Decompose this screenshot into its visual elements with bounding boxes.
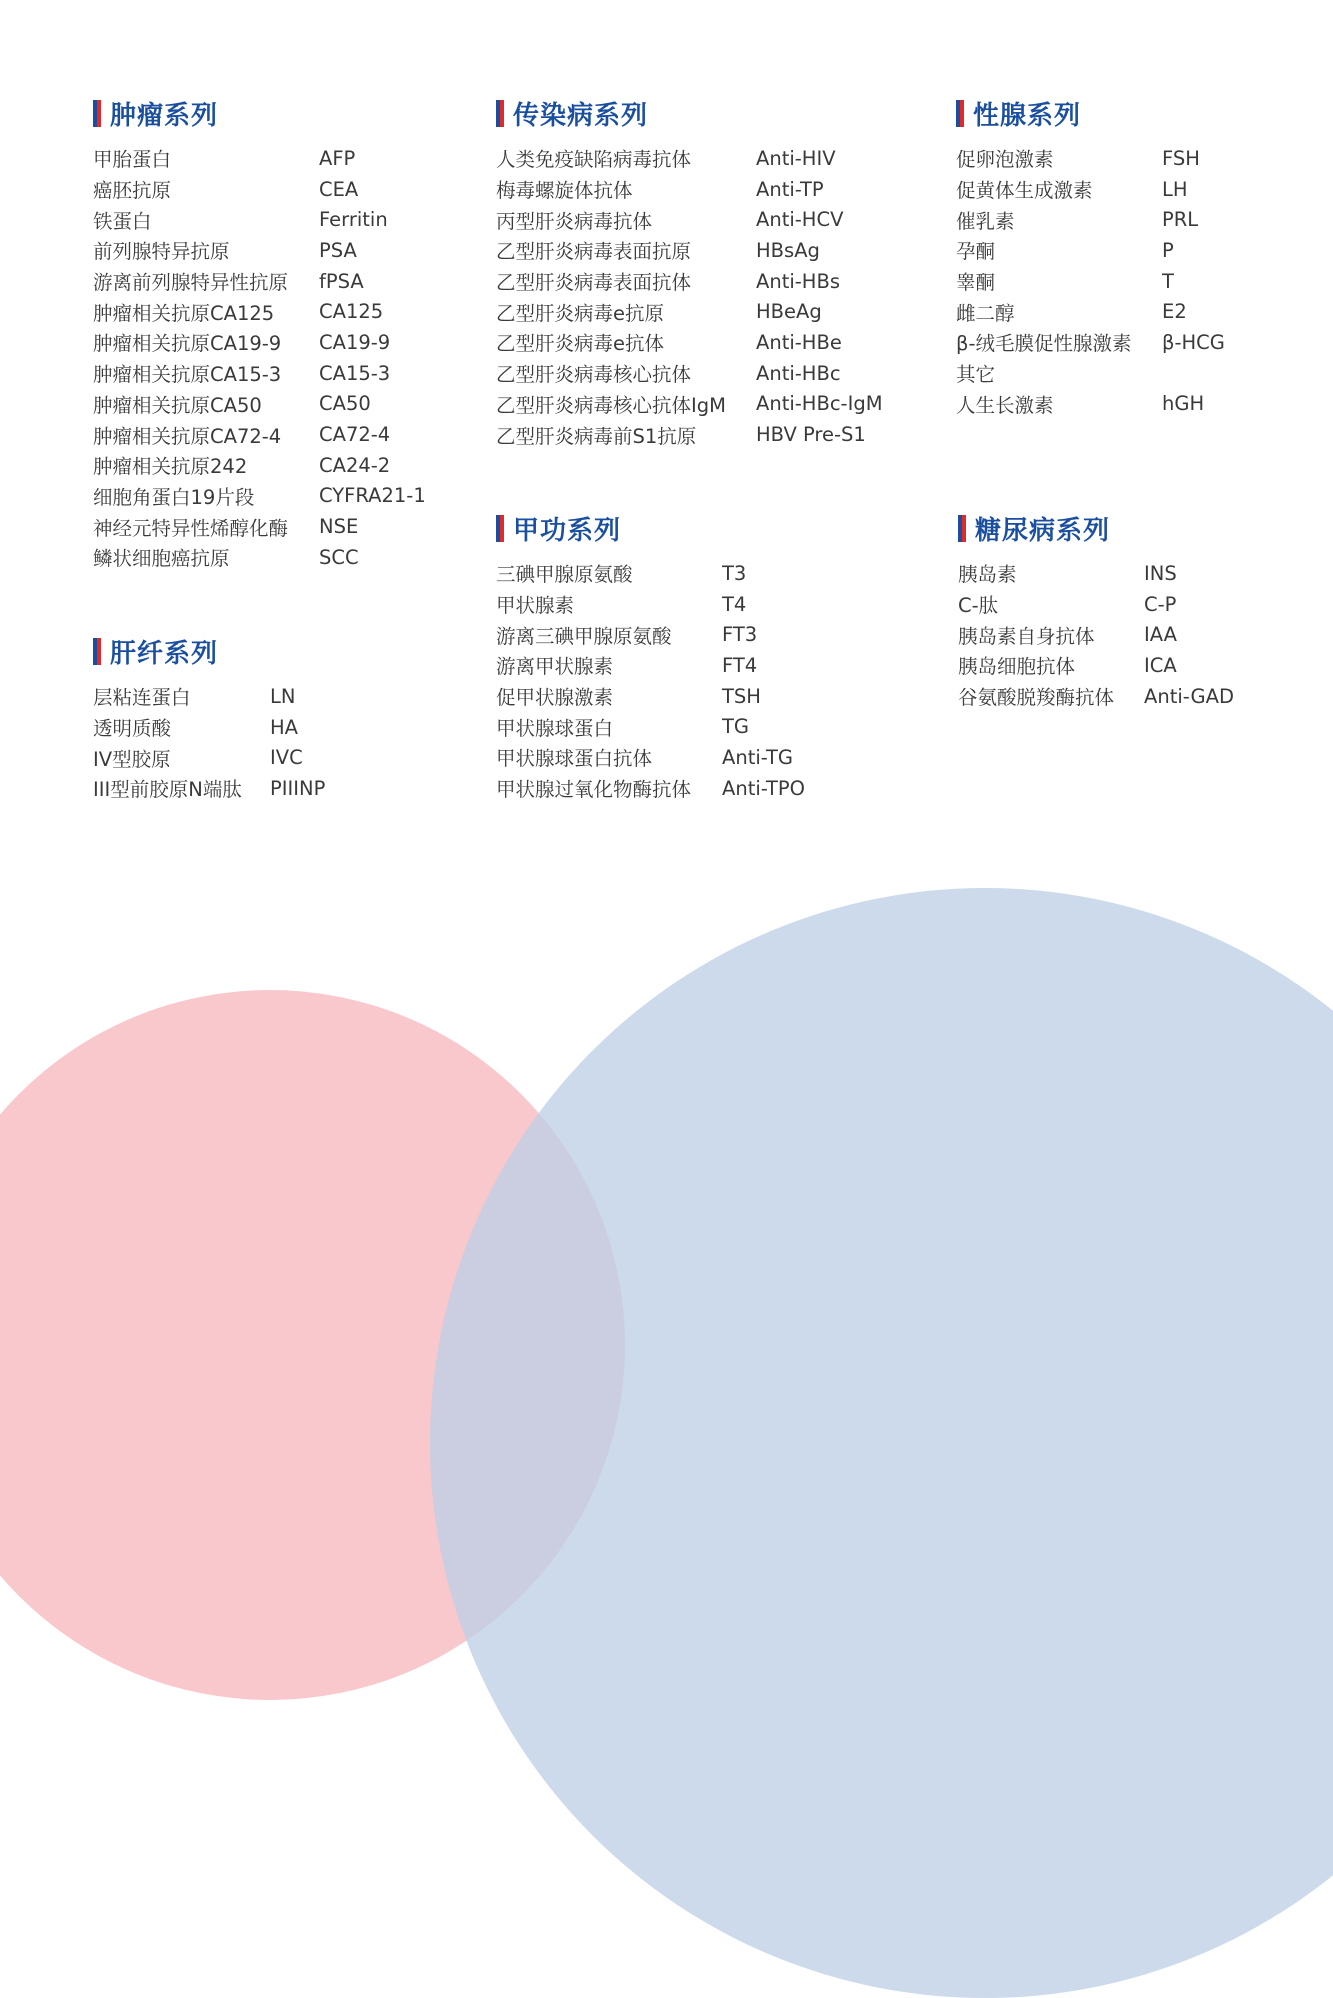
item-name: 人生长激素 bbox=[956, 393, 1054, 417]
list-item bbox=[496, 558, 805, 589]
item-name: 胰岛细胞抗体 bbox=[958, 655, 1076, 679]
item-abbreviation: Anti-TG bbox=[722, 745, 794, 769]
item-abbreviation: T4 bbox=[722, 592, 747, 616]
item-abbreviation: HA bbox=[270, 715, 299, 739]
item-list bbox=[958, 558, 1234, 711]
item-name: 人类免疫缺陷病毒抗体 bbox=[496, 148, 692, 172]
item-name: 层粘连蛋白 bbox=[93, 686, 191, 710]
list-item bbox=[93, 419, 426, 450]
list-item bbox=[958, 558, 1234, 589]
list-item bbox=[93, 712, 325, 743]
item-name: 乙型肝炎病毒表面抗原 bbox=[496, 240, 692, 264]
section-header bbox=[958, 511, 1234, 545]
item-abbreviation: IAA bbox=[1144, 623, 1177, 647]
item-name: 前列腺特异抗原 bbox=[93, 240, 230, 264]
item-abbreviation: NSE bbox=[319, 515, 359, 539]
section-header bbox=[93, 634, 325, 668]
item-abbreviation: HBV Pre-S1 bbox=[756, 423, 866, 447]
section-header bbox=[496, 96, 883, 130]
list-item bbox=[958, 589, 1234, 620]
item-abbreviation: Ferritin bbox=[319, 208, 388, 232]
section-gonad bbox=[956, 96, 1225, 419]
item-name: 游离甲状腺素 bbox=[496, 655, 614, 679]
item-abbreviation: LH bbox=[1162, 177, 1188, 201]
list-item bbox=[958, 650, 1234, 681]
item-abbreviation: SCC bbox=[319, 545, 359, 569]
item-name: 甲胎蛋白 bbox=[93, 148, 172, 172]
item-name: 乙型肝炎病毒e抗原 bbox=[496, 301, 664, 325]
list-item bbox=[496, 419, 883, 450]
list-item bbox=[956, 389, 1225, 420]
item-abbreviation: HBsAg bbox=[756, 238, 820, 262]
list-item bbox=[956, 327, 1225, 358]
section-marker bbox=[496, 515, 504, 542]
list-item bbox=[496, 773, 805, 804]
item-abbreviation: FT3 bbox=[722, 623, 758, 647]
item-name: 细胞角蛋白19片段 bbox=[93, 485, 255, 509]
item-name: IV型胶原 bbox=[93, 747, 171, 771]
decorative-blue-circle bbox=[430, 888, 1333, 1998]
list-item bbox=[93, 681, 325, 712]
section-header bbox=[93, 96, 426, 130]
item-abbreviation: Anti-HCV bbox=[756, 208, 844, 232]
item-name: 胰岛素自身抗体 bbox=[958, 624, 1095, 648]
list-item bbox=[956, 143, 1225, 174]
item-name: 游离三碘甲腺原氨酸 bbox=[496, 624, 672, 648]
list-item bbox=[496, 296, 883, 327]
item-name: 谷氨酸脱羧酶抗体 bbox=[958, 686, 1115, 710]
item-name: 甲状腺过氧化物酶抗体 bbox=[496, 778, 692, 802]
item-name: β-绒毛膜促性腺激素 bbox=[956, 332, 1132, 356]
item-abbreviation: HBeAg bbox=[756, 300, 822, 324]
item-name: 雌二醇 bbox=[956, 301, 1015, 325]
list-item bbox=[93, 358, 426, 389]
item-abbreviation: Anti-GAD bbox=[1144, 684, 1234, 708]
list-item bbox=[93, 174, 426, 205]
item-name: 乙型肝炎病毒核心抗体IgM bbox=[496, 393, 726, 417]
item-name: 肿瘤相关抗原CA125 bbox=[93, 301, 275, 325]
item-abbreviation: IVC bbox=[270, 746, 303, 770]
item-abbreviation: ICA bbox=[1144, 653, 1177, 677]
item-abbreviation: Anti-HBc bbox=[756, 361, 841, 385]
item-name: 肿瘤相关抗原242 bbox=[93, 455, 248, 479]
list-item bbox=[496, 358, 883, 389]
item-name: C-肽 bbox=[958, 594, 999, 618]
list-item bbox=[956, 266, 1225, 297]
item-abbreviation: CYFRA21-1 bbox=[319, 484, 426, 508]
list-item bbox=[496, 235, 883, 266]
list-item bbox=[496, 266, 883, 297]
item-list bbox=[496, 558, 805, 804]
section-marker bbox=[956, 100, 964, 127]
list-item bbox=[496, 742, 805, 773]
item-abbreviation: AFP bbox=[319, 146, 356, 170]
section-infectious bbox=[496, 96, 883, 450]
item-name: 肿瘤相关抗原CA19-9 bbox=[93, 332, 282, 356]
section-diabetes bbox=[958, 511, 1234, 711]
list-item bbox=[93, 204, 426, 235]
section-tumor bbox=[93, 96, 426, 573]
list-item bbox=[93, 266, 426, 297]
list-item bbox=[956, 358, 1225, 389]
item-list bbox=[496, 143, 883, 450]
section-title: 传染病系列 bbox=[513, 100, 649, 131]
item-abbreviation: TG bbox=[722, 715, 750, 739]
item-name: 乙型肝炎病毒核心抗体 bbox=[496, 363, 692, 387]
item-name: 催乳素 bbox=[956, 209, 1015, 233]
list-item bbox=[93, 481, 426, 512]
item-abbreviation: Anti-HIV bbox=[756, 146, 836, 170]
section-title: 肝纤系列 bbox=[110, 638, 219, 669]
item-abbreviation: hGH bbox=[1162, 392, 1205, 416]
item-name: 丙型肝炎病毒抗体 bbox=[496, 209, 653, 233]
section-thyroid bbox=[496, 511, 805, 804]
list-item bbox=[958, 619, 1234, 650]
list-item bbox=[496, 619, 805, 650]
item-abbreviation: PRL bbox=[1162, 208, 1199, 232]
list-item bbox=[496, 174, 883, 205]
item-name: 乙型肝炎病毒表面抗体 bbox=[496, 271, 692, 295]
item-abbreviation: CA15-3 bbox=[319, 361, 391, 385]
list-item bbox=[93, 235, 426, 266]
item-abbreviation: FSH bbox=[1162, 146, 1200, 170]
item-list bbox=[93, 143, 426, 573]
list-item bbox=[956, 174, 1225, 205]
list-item bbox=[496, 589, 805, 620]
item-abbreviation: CA125 bbox=[319, 300, 384, 324]
item-abbreviation: T3 bbox=[722, 561, 747, 585]
item-abbreviation: CA24-2 bbox=[319, 453, 391, 477]
item-name: 甲状腺球蛋白抗体 bbox=[496, 747, 653, 771]
item-name: 胰岛素 bbox=[958, 563, 1017, 587]
list-item bbox=[93, 773, 325, 804]
item-name: 甲状腺球蛋白 bbox=[496, 716, 614, 740]
section-liver-fibrosis bbox=[93, 634, 325, 804]
item-abbreviation: β-HCG bbox=[1162, 330, 1225, 354]
item-list bbox=[956, 143, 1225, 419]
item-abbreviation: PSA bbox=[319, 238, 357, 262]
item-abbreviation: Anti-TP bbox=[756, 177, 824, 201]
list-item bbox=[958, 681, 1234, 712]
item-abbreviation: T bbox=[1162, 269, 1174, 293]
item-abbreviation: CA50 bbox=[319, 392, 371, 416]
section-header bbox=[496, 511, 805, 545]
item-name: 促黄体生成激素 bbox=[956, 179, 1093, 203]
item-abbreviation: P bbox=[1162, 238, 1174, 262]
item-name: 促甲状腺激素 bbox=[496, 686, 614, 710]
item-name: 癌胚抗原 bbox=[93, 179, 172, 203]
list-item bbox=[496, 327, 883, 358]
list-item bbox=[93, 143, 426, 174]
item-name: 透明质酸 bbox=[93, 717, 172, 741]
section-title: 肿瘤系列 bbox=[110, 100, 219, 131]
item-name: 其它 bbox=[956, 363, 996, 387]
item-abbreviation: Anti-TPO bbox=[722, 776, 806, 800]
item-list bbox=[93, 681, 325, 804]
item-abbreviation: CA72-4 bbox=[319, 423, 391, 447]
item-abbreviation: CA19-9 bbox=[319, 330, 391, 354]
item-abbreviation: PIIINP bbox=[270, 776, 326, 800]
item-name: III型前胶原N端肽 bbox=[93, 778, 242, 802]
item-abbreviation: TSH bbox=[722, 684, 761, 708]
list-item bbox=[93, 742, 325, 773]
list-item bbox=[496, 711, 805, 742]
item-name: 甲状腺素 bbox=[496, 594, 575, 618]
item-abbreviation: Anti-HBe bbox=[756, 330, 842, 354]
item-abbreviation: C-P bbox=[1144, 592, 1177, 616]
section-marker bbox=[958, 515, 966, 542]
item-name: 促卵泡激素 bbox=[956, 148, 1054, 172]
list-item bbox=[93, 542, 426, 573]
list-item bbox=[496, 143, 883, 174]
item-abbreviation: E2 bbox=[1162, 300, 1187, 324]
item-abbreviation: FT4 bbox=[722, 653, 758, 677]
item-name: 神经元特异性烯醇化酶 bbox=[93, 516, 289, 540]
list-item bbox=[956, 235, 1225, 266]
item-name: 睾酮 bbox=[956, 271, 996, 295]
item-name: 孕酮 bbox=[956, 240, 996, 264]
item-name: 梅毒螺旋体抗体 bbox=[496, 179, 633, 203]
section-marker bbox=[93, 100, 101, 127]
list-item bbox=[496, 681, 805, 712]
list-item bbox=[956, 204, 1225, 235]
item-name: 肿瘤相关抗原CA50 bbox=[93, 393, 262, 417]
section-header bbox=[956, 96, 1225, 130]
item-abbreviation: Anti-HBs bbox=[756, 269, 840, 293]
list-item bbox=[93, 296, 426, 327]
item-name: 铁蛋白 bbox=[93, 209, 152, 233]
item-name: 肿瘤相关抗原CA72-4 bbox=[93, 424, 282, 448]
list-item bbox=[93, 511, 426, 542]
list-item bbox=[496, 389, 883, 420]
list-item bbox=[93, 327, 426, 358]
list-item bbox=[93, 389, 426, 420]
list-item bbox=[956, 296, 1225, 327]
item-abbreviation: CEA bbox=[319, 177, 359, 201]
item-abbreviation: LN bbox=[270, 684, 296, 708]
list-item bbox=[496, 204, 883, 235]
section-marker bbox=[93, 638, 101, 665]
section-marker bbox=[496, 100, 504, 127]
item-name: 乙型肝炎病毒前S1抗原 bbox=[496, 424, 697, 448]
item-name: 三碘甲腺原氨酸 bbox=[496, 563, 633, 587]
item-abbreviation: Anti-HBc-IgM bbox=[756, 392, 883, 416]
item-name: 游离前列腺特异性抗原 bbox=[93, 271, 289, 295]
item-name: 乙型肝炎病毒e抗体 bbox=[496, 332, 664, 356]
section-title: 性腺系列 bbox=[973, 100, 1082, 131]
list-item bbox=[496, 650, 805, 681]
item-name: 肿瘤相关抗原CA15-3 bbox=[93, 363, 282, 387]
section-title: 甲功系列 bbox=[513, 515, 622, 546]
item-abbreviation: INS bbox=[1144, 561, 1177, 585]
list-item bbox=[93, 450, 426, 481]
item-abbreviation: fPSA bbox=[319, 269, 364, 293]
item-name: 鳞状细胞癌抗原 bbox=[93, 547, 230, 571]
section-title: 糖尿病系列 bbox=[975, 515, 1111, 546]
